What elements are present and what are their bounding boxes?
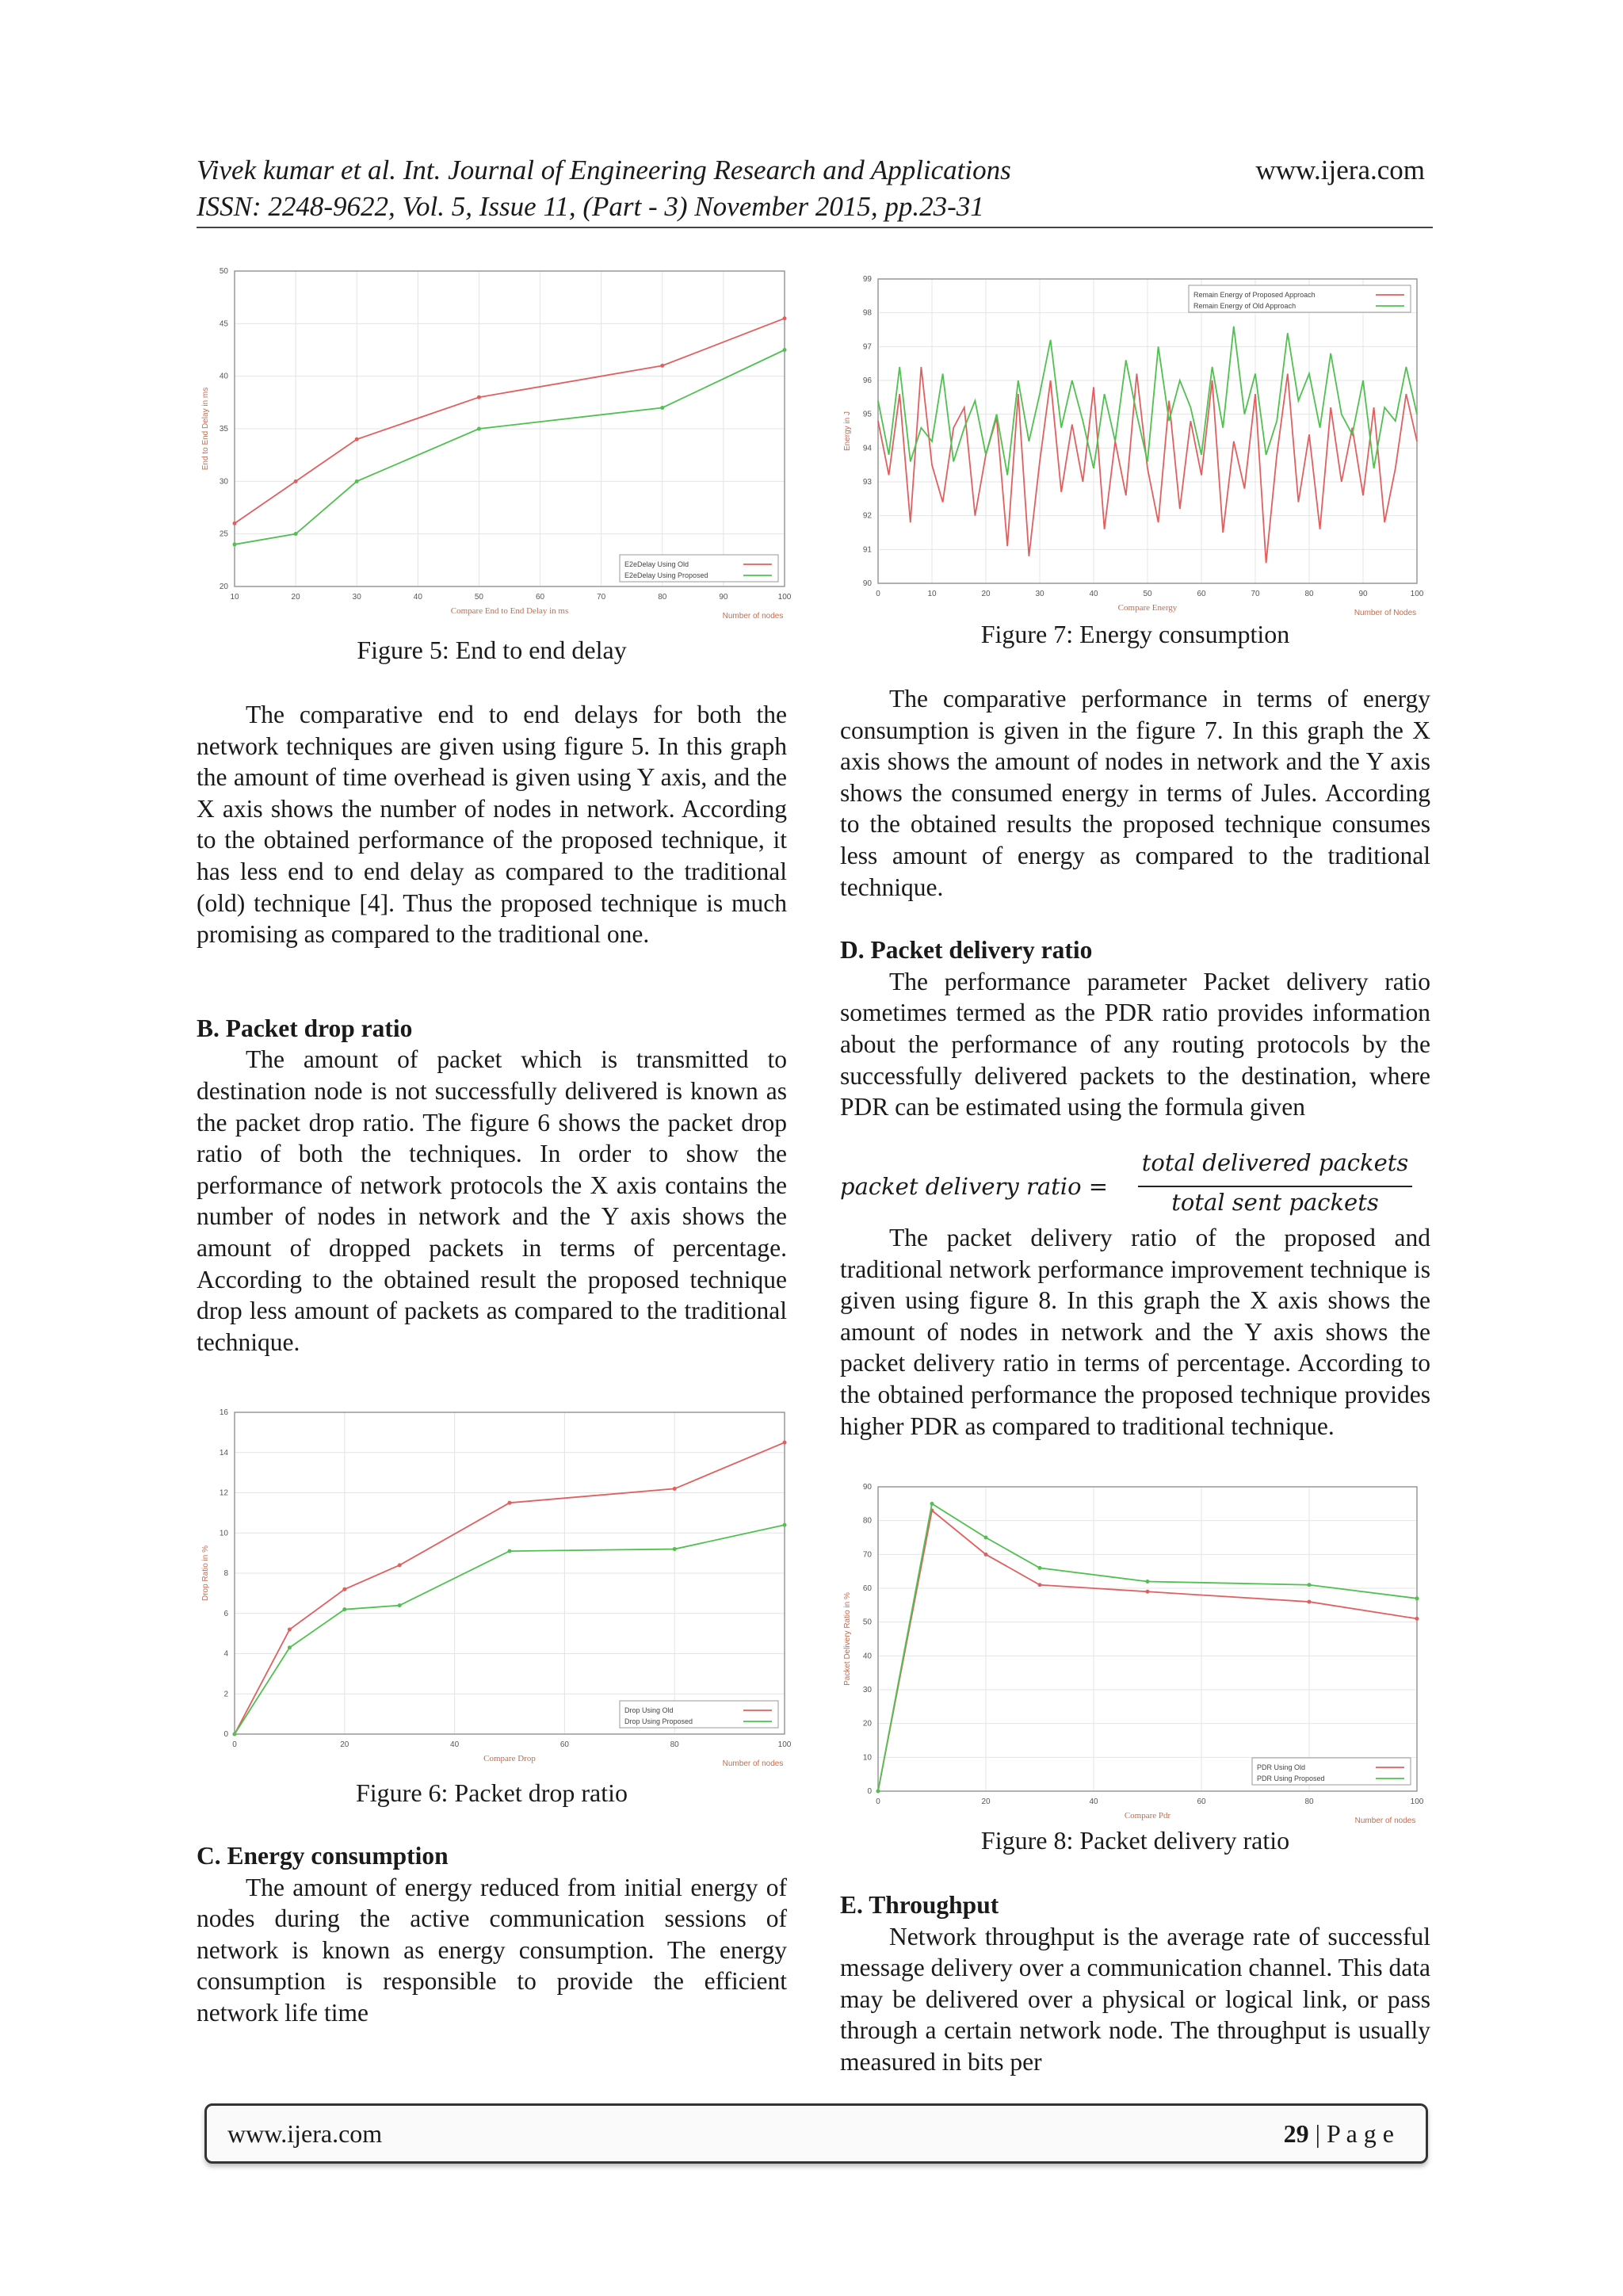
figure-6-caption: Figure 6: Packet drop ratio bbox=[355, 1778, 628, 1807]
y-tick-label: 16 bbox=[219, 1408, 228, 1417]
x-tick-label: 70 bbox=[597, 593, 606, 602]
y-tick-label: 93 bbox=[862, 478, 872, 487]
data-point bbox=[660, 364, 664, 368]
data-point bbox=[477, 427, 481, 431]
x-tick-label: 10 bbox=[230, 593, 239, 602]
data-point bbox=[1146, 1580, 1150, 1584]
section-c-paragraph: The amount of energy reduced from initial energy of nodes during the active communication sessions of network is known as energy consumption. The energy consumption is responsible to provide the efficient network life time bbox=[197, 1873, 787, 2027]
fig5-chart bbox=[197, 262, 792, 626]
fig7-discussion: The comparative performance in terms of energy consumption is given in the figure 7. In this graph the X axis shows the amount of nodes in network and the Y axis shows the consumed energy in terms of Jules. According to the obtained results the proposed technique consumes less amount of energy as compared to the traditional technique. bbox=[840, 685, 1430, 901]
fig7-chart bbox=[838, 268, 1434, 617]
data-point bbox=[984, 1536, 988, 1540]
y-tick-label: 8 bbox=[223, 1569, 228, 1578]
journal-citation: Vivek kumar et al. Int. Journal of Engineering Research and Applications bbox=[197, 155, 1011, 185]
y-tick-label: 99 bbox=[862, 275, 872, 284]
data-point bbox=[355, 437, 359, 441]
data-point bbox=[1146, 1590, 1150, 1594]
y-tick-label: 0 bbox=[223, 1730, 228, 1739]
formula-denominator: total sent packets bbox=[1171, 1189, 1379, 1216]
y-axis-label: Packet Delivery Ratio in % bbox=[843, 1592, 852, 1686]
x-tick-label: 80 bbox=[1304, 590, 1314, 598]
y-axis-label: Drop Ratio in % bbox=[201, 1545, 210, 1602]
series-line-proposed bbox=[235, 350, 785, 544]
y-tick-label: 92 bbox=[862, 511, 872, 521]
x-tick-label: 60 bbox=[535, 593, 545, 602]
data-point bbox=[673, 1547, 677, 1551]
x-tick-label: 30 bbox=[352, 593, 361, 602]
x-axis-label: Number of Nodes bbox=[1354, 609, 1417, 617]
legend-label: Drop Using Old bbox=[624, 1706, 674, 1714]
chart-title: Compare Pdr bbox=[1124, 1811, 1171, 1820]
section-e-paragraph: Network throughput is the average rate of successful message delivery over a communication channel. This data may be delivered over a physical or logical link, or pass through a certain network node. The throughput is usually measured in bits per bbox=[840, 1922, 1430, 2076]
data-point bbox=[398, 1603, 402, 1607]
x-tick-label: 20 bbox=[981, 590, 991, 598]
y-tick-label: 98 bbox=[862, 308, 872, 318]
x-tick-label: 80 bbox=[670, 1740, 679, 1749]
x-tick-label: 40 bbox=[1089, 1797, 1098, 1806]
figure-5-caption: Figure 5: End to end delay bbox=[357, 636, 627, 664]
x-tick-label: 100 bbox=[1410, 1797, 1424, 1806]
x-axis-label: Number of nodes bbox=[1354, 1817, 1416, 1825]
data-point bbox=[783, 1441, 787, 1445]
data-point bbox=[1038, 1566, 1042, 1570]
y-tick-label: 45 bbox=[219, 319, 228, 329]
x-tick-label: 70 bbox=[1251, 590, 1260, 598]
data-point bbox=[288, 1645, 292, 1649]
page-number-value: 29 bbox=[1283, 2119, 1309, 2148]
data-point bbox=[783, 348, 787, 352]
page-number bbox=[1284, 2106, 1394, 2161]
y-tick-label: 35 bbox=[219, 425, 228, 434]
y-tick-label: 0 bbox=[867, 1787, 872, 1796]
left-column-text bbox=[197, 699, 787, 1358]
data-point bbox=[783, 316, 787, 320]
section-b-paragraph: The amount of packet which is transmitted to destination node is not successfully delivered is known as the packet drop ratio. The figure 6 shows the packet drop ratio of both the techniques. In order to show the performance of network protocols the X axis contains the number of nodes in network and the Y axis shows the amount of dropped packets in terms of percentage. According to the obtained result the proposed technique drop less amount of packets as compared to the traditional technique. bbox=[197, 1045, 787, 1356]
data-point bbox=[1308, 1600, 1312, 1604]
y-tick-label: 70 bbox=[862, 1550, 872, 1560]
y-tick-label: 50 bbox=[219, 267, 228, 276]
y-tick-label: 50 bbox=[862, 1618, 872, 1627]
right-column-text bbox=[840, 683, 1430, 1123]
data-point bbox=[984, 1553, 988, 1557]
x-tick-label: 40 bbox=[413, 593, 422, 602]
y-tick-label: 30 bbox=[219, 477, 228, 487]
y-tick-label: 20 bbox=[219, 583, 228, 591]
data-point bbox=[477, 395, 481, 399]
data-point bbox=[294, 479, 298, 483]
x-tick-label: 40 bbox=[1089, 590, 1098, 598]
page-footer bbox=[204, 2103, 1428, 2164]
data-point bbox=[233, 542, 237, 546]
chart-title: Compare Drop bbox=[483, 1754, 536, 1763]
x-tick-label: 20 bbox=[291, 593, 300, 602]
data-point bbox=[1415, 1617, 1419, 1621]
data-point bbox=[1038, 1583, 1042, 1587]
data-point bbox=[342, 1587, 346, 1591]
section-d-heading: D. Packet delivery ratio bbox=[840, 936, 1093, 965]
y-tick-label: 14 bbox=[219, 1448, 228, 1457]
fraction-bar bbox=[1138, 1186, 1412, 1187]
issn-line: ISSN: 2248-9622, Vol. 5, Issue 11, (Part - 3) November 2015, pp.23-31 bbox=[197, 191, 984, 222]
legend-label: Drop Using Proposed bbox=[624, 1717, 693, 1725]
formula-numerator: total delivered packets bbox=[1141, 1149, 1409, 1176]
x-tick-label: 100 bbox=[1410, 590, 1424, 598]
data-point bbox=[508, 1549, 512, 1553]
y-tick-label: 60 bbox=[862, 1584, 872, 1593]
y-tick-label: 80 bbox=[862, 1516, 872, 1526]
y-tick-label: 10 bbox=[862, 1753, 872, 1763]
figure-8-caption: Figure 8: Packet delivery ratio bbox=[980, 1826, 1290, 1855]
x-tick-label: 90 bbox=[719, 593, 728, 602]
x-tick-label: 40 bbox=[450, 1740, 460, 1749]
data-point bbox=[233, 1733, 237, 1736]
data-point bbox=[930, 1502, 934, 1506]
y-tick-label: 4 bbox=[223, 1649, 228, 1659]
y-tick-label: 90 bbox=[862, 579, 872, 588]
data-point bbox=[673, 1487, 677, 1491]
data-point bbox=[783, 1523, 787, 1527]
header-site-link[interactable]: www.ijera.com bbox=[1255, 155, 1425, 185]
y-tick-label: 20 bbox=[862, 1719, 872, 1729]
y-tick-label: 12 bbox=[219, 1488, 228, 1498]
y-tick-label: 97 bbox=[862, 342, 872, 352]
x-axis-label: Number of nodes bbox=[722, 612, 784, 621]
legend-label: E2eDelay Using Proposed bbox=[624, 571, 708, 579]
header-rule bbox=[197, 227, 1433, 228]
x-tick-label: 60 bbox=[559, 1740, 569, 1749]
data-point bbox=[294, 532, 298, 536]
legend-label: Remain Energy of Old Approach bbox=[1193, 302, 1296, 310]
x-tick-label: 0 bbox=[876, 590, 880, 598]
data-point bbox=[660, 406, 664, 410]
x-tick-label: 50 bbox=[1143, 590, 1152, 598]
legend-label: PDR Using Old bbox=[1257, 1763, 1306, 1771]
y-tick-label: 25 bbox=[219, 529, 228, 539]
running-header bbox=[197, 152, 1433, 225]
series-line-proposed bbox=[878, 1503, 1417, 1791]
data-point bbox=[355, 479, 359, 483]
y-tick-label: 95 bbox=[862, 410, 872, 419]
x-tick-label: 80 bbox=[1304, 1797, 1314, 1806]
right-column-text-3 bbox=[840, 1889, 1430, 2078]
x-tick-label: 100 bbox=[777, 593, 792, 602]
x-tick-label: 100 bbox=[777, 1740, 792, 1749]
y-axis-label: Energy in J bbox=[843, 411, 852, 452]
data-point bbox=[398, 1563, 402, 1567]
x-tick-label: 80 bbox=[658, 593, 667, 602]
data-point bbox=[1415, 1596, 1419, 1600]
y-tick-label: 40 bbox=[219, 372, 228, 381]
section-c-heading: C. Energy consumption bbox=[197, 1842, 449, 1870]
y-tick-label: 40 bbox=[862, 1652, 872, 1661]
figure-5 bbox=[197, 262, 792, 626]
section-d-paragraph-2: The packet delivery ratio of the proposed and traditional network performance improvement technique is given using figure 8. In this graph the X axis shows the amount of nodes in network and the Y axis shows the packet delivery ratio in terms of percentage. According to the obtained performance the proposed technique provides higher PDR as compared to traditional technique. bbox=[840, 1224, 1430, 1440]
data-point bbox=[1308, 1583, 1312, 1587]
x-tick-label: 0 bbox=[232, 1740, 237, 1749]
data-point bbox=[342, 1607, 346, 1611]
x-tick-label: 20 bbox=[981, 1797, 991, 1806]
x-tick-label: 60 bbox=[1197, 1797, 1206, 1806]
data-point bbox=[508, 1501, 512, 1505]
series-line-old bbox=[235, 1442, 785, 1734]
x-tick-label: 0 bbox=[876, 1797, 880, 1806]
x-tick-label: 60 bbox=[1197, 590, 1206, 598]
y-tick-label: 91 bbox=[862, 545, 872, 555]
legend-label: PDR Using Proposed bbox=[1257, 1775, 1325, 1782]
chart-title: Compare End to End Delay in ms bbox=[450, 606, 569, 616]
y-axis-label: End to End Delay in ms bbox=[201, 387, 210, 471]
y-tick-label: 6 bbox=[223, 1609, 228, 1618]
x-tick-label: 50 bbox=[474, 593, 484, 602]
x-tick-label: 90 bbox=[1358, 590, 1368, 598]
x-axis-label: Number of nodes bbox=[722, 1759, 784, 1768]
page-label: | P a g e bbox=[1315, 2119, 1394, 2148]
figure-7-caption: Figure 7: Energy consumption bbox=[980, 620, 1290, 648]
series-line-old bbox=[878, 1511, 1417, 1791]
fig6-chart bbox=[197, 1403, 792, 1783]
y-tick-label: 96 bbox=[862, 376, 872, 385]
chart-title: Compare Energy bbox=[1117, 603, 1178, 613]
data-point bbox=[233, 521, 237, 525]
section-e-heading: E. Throughput bbox=[840, 1891, 999, 1919]
pdr-formula bbox=[840, 1149, 1430, 1225]
right-column-text-2 bbox=[840, 1222, 1430, 1442]
figure-7 bbox=[838, 268, 1434, 617]
footer-site-link[interactable]: www.ijera.com bbox=[227, 2119, 383, 2148]
y-tick-label: 30 bbox=[862, 1686, 872, 1694]
x-tick-label: 30 bbox=[1035, 590, 1044, 598]
legend-label: E2eDelay Using Old bbox=[624, 560, 689, 568]
section-b-heading: B. Packet drop ratio bbox=[197, 1014, 413, 1042]
legend-label: Remain Energy of Proposed Approach bbox=[1193, 291, 1316, 299]
y-tick-label: 2 bbox=[223, 1690, 228, 1699]
figure-6 bbox=[197, 1403, 792, 1783]
y-tick-label: 94 bbox=[862, 444, 872, 453]
fig5-discussion: The comparative end to end delays for both the network techniques are given using figure 5. In this graph the amount of time overhead is given using Y axis, and the X axis shows the number of nodes in network. According to the obtained performance of the proposed technique, it has less end to end delay as compared to the traditional (old) technique [4]. Thus the proposed technique is much promising as compared to the traditional one. bbox=[197, 701, 787, 949]
left-column-text-2 bbox=[197, 1840, 787, 2029]
y-tick-label: 90 bbox=[862, 1483, 872, 1492]
y-tick-label: 10 bbox=[219, 1529, 228, 1538]
data-point bbox=[288, 1628, 292, 1632]
fig8-chart bbox=[838, 1476, 1434, 1828]
data-point bbox=[876, 1790, 880, 1794]
series-line-old bbox=[235, 319, 785, 524]
x-tick-label: 10 bbox=[927, 590, 937, 598]
section-d-paragraph: The performance parameter Packet delivery ratio sometimes termed as the PDR ratio provides information about the performance of any routing protocols by the successfully delivered packets to the destination, where PDR can be estimated using the formula given bbox=[840, 967, 1430, 1121]
figure-8 bbox=[838, 1476, 1434, 1828]
formula-lhs: packet delivery ratio = bbox=[840, 1173, 1109, 1200]
x-tick-label: 20 bbox=[340, 1740, 349, 1749]
